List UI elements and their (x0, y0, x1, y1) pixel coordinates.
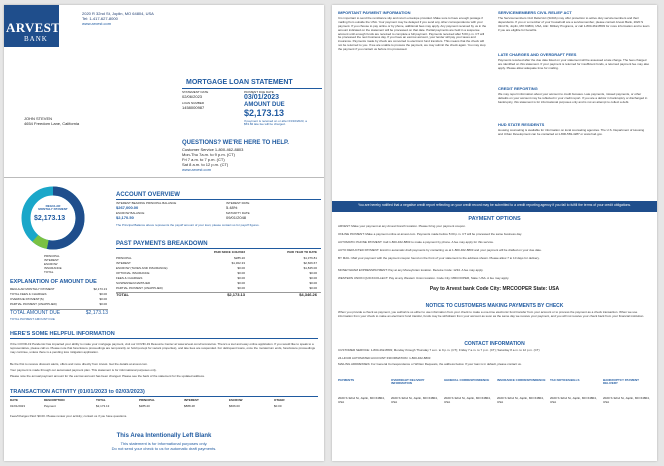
breakdown-row-label: SUSPENSE/UNAPPLIED (116, 281, 151, 285)
contact-line: 24-HOUR AUTOMATED ACCOUNT INFORMATION: 1-800-462-8803 (338, 356, 431, 360)
amount-due-label: AMOUNT DUE (244, 102, 285, 108)
helpful-paragraph: Please note the annual payment amount for the escrow account has been changed. Please see the back of the statement for the updated address. (10, 374, 205, 378)
breakdown-total-value: $2,173.13 (227, 292, 245, 297)
important-text: It is important to send the remittance slip and return envelope provided. Make sure to have enough postage if mailing from outside the USA. Your payment may be delayed if you send any other correspondence with your payment. If you choose to pay online or by phone, additional fees may apply. Any payment received by us in the amount indicated on the statement will be processed on that date. Partial payments are held in a suspense account until enough funds are received to complete a full payment. Payments received after 5:00 p.m. CT will be processed the next business day. If you have an escrow account, your lender will pay your taxes and insurance. Payments made by check are converted to electronic fund transfers. This means that the check will not be returned to you. If we are unable to process the payment, we may submit the check again. You may stop the payment if you contact us before it is processed. (338, 16, 487, 52)
explanation-label: REGULAR MONTHLY PAYMENT (10, 287, 55, 291)
transaction-header: OTHER (274, 398, 285, 402)
breakdown-row-value: $0.00 (237, 266, 245, 270)
transaction-cell: $285.20 (139, 404, 150, 408)
donut-label: REGULAR MONTHLY PAYMENT (38, 204, 68, 212)
account-overview-title: ACCOUNT OVERVIEW (116, 192, 180, 198)
questions-line: Fri 7 a.m. to 7 p.m. (CT) (182, 157, 225, 162)
transaction-note: Fees/Charges Paid: $0.00. Please review your activity; contact us if you have questions. (10, 414, 128, 418)
transaction-header: INTEREST (184, 398, 199, 402)
address-column-header: GENERAL CORRESPONDENCE (444, 378, 490, 382)
breakdown-header: PAID YEAR TO DATE (287, 250, 317, 254)
donut-legend-item: INTEREST (44, 258, 59, 262)
transaction-cell: $888.48 (184, 404, 195, 408)
total-due-label: TOTAL AMOUNT DUE (10, 310, 61, 316)
breakdown-row-value: $0.00 (309, 271, 317, 275)
breakdown-row-value: $0.00 (237, 281, 245, 285)
explanation-label: PARTIAL PAYMENT (UNAPPLIED) (10, 302, 57, 306)
loan-number-label: LOAN NUMBER (182, 101, 205, 105)
donut-legend-item: INSURANCE (44, 266, 62, 270)
transaction-cell: $0.00 (274, 404, 282, 408)
payment-due-date: 03/01/2023 (244, 94, 280, 101)
breakdown-row-value: $1,376.81 (303, 256, 317, 260)
questions-line: Customer Service 1-800-462-8803 (182, 147, 244, 152)
address-column-text: 2020 S 32nd St, Joplin, MO 64804, USA (550, 396, 597, 404)
payment-option: BY MAIL: Mail your payment with the payment coupon found on the front of your statement to the address shown. Please allow 7 to 10 days for delivery. (338, 256, 540, 260)
breakdown-row-value: $0.00 (237, 286, 245, 290)
breakdown-row-label: PRINCIPAL (116, 256, 132, 260)
overview-label: INTEREST BEARING PRINCIPAL BALANCE (116, 201, 177, 205)
explanation-value: $0.00 (99, 302, 107, 306)
donut-value: $2,173.13 (34, 215, 66, 222)
helpful-paragraph: If the COVID-19 Pandemic has impacted your ability to make your mortgage payment, visit our COVID-19 Resource Center at www.arvest.com/coronavirus. There's a tool and easy online application. If you would like to speak to a representative, please call us. Please note that foreclosure proceedings are temporarily on hold (except for vacant properties), and late fees are suspended. For delinquent loans, once the moratorium ends, foreclosure proceedings may continue, unless there is a pending loss mitigation application. (10, 342, 316, 354)
credit-warning-band: You are hereby notified that a negative credit report reflecting on your credit record may be submitted to a credit reporting agency if you fail to fulfill the terms of your credit obligations. (332, 201, 657, 212)
bank-phone: Tel: 1-417-627-8000 (82, 16, 118, 21)
maturity-date: 09/01/2048 (226, 215, 247, 220)
address-column-text: 2020 S 32nd St, Joplin, MO 64804, USA (391, 396, 438, 404)
helpful-paragraph: Your payment is made through our automated payment plan. This statement is for informational purposes only. (10, 368, 157, 372)
explanation-title: EXPLANATION OF AMOUNT DUE (10, 279, 97, 285)
statement-date-label: STATEMENT DATE (182, 90, 209, 94)
donut-legend-item: ESCROW (44, 262, 58, 266)
address-column-text: 2020 S 32nd St, Joplin, MO 64804, USA (338, 396, 385, 404)
breakdown-row-value: $1,845.00 (303, 266, 317, 270)
questions-line: Sat 8 a.m. to 12 p.m. (CT) (182, 162, 229, 167)
address-column-text: 2020 S 32nd St, Joplin, MO 64804, USA (497, 396, 544, 404)
breakdown-row-value: $0.00 (309, 276, 317, 280)
total-due: $2,173.13 (85, 310, 108, 316)
pay-to-line: Pay to Arvest bank Code City: MRCOOPER State: USA (429, 286, 560, 292)
loan-number: 1458000987 (182, 105, 205, 110)
breakdown-row-value: $1,302.33 (231, 261, 245, 265)
explanation-value: $0.00 (99, 297, 107, 301)
questions-line: Mon-Thu 7a.m. to 9 p.m. (CT) (182, 152, 235, 157)
principal-note: The Principal Balance above represents the payoff amount of your loan; please contact us for payoff figures. (116, 223, 260, 227)
late-fee-note: If payment is received on or after 03/16/2023, a $53.82 late fee will be charged. (244, 119, 307, 127)
breakdown-row-value: $0.00 (237, 271, 245, 275)
breakdown-total-value: $4,346.26 (299, 292, 317, 297)
overview-value: $267,000.00 (116, 205, 139, 210)
payment-option: AUTO DEDUCTED PAYMENT: Enroll in automatic draft payments by contacting us at 1-800-462-8803 and your payment will be drafted on your due date. (338, 248, 542, 252)
breakdown-row-label: PARTIAL PAYMENT (UNAPPLIED) (116, 286, 163, 290)
helpful-paragraph: Be the first to receive discount alerts, offers and more directly from Arvest. Get the details at arvest.com. (10, 362, 149, 366)
total-payment-label: TOTAL PAYMENT AMOUNT DUE (10, 317, 55, 321)
blank-area-title: This Area Intentionally Left Blank (116, 433, 212, 439)
breakdown-title: PAST PAYMENTS BREAKDOWN (116, 241, 208, 247)
statement-page-back (332, 5, 657, 461)
notice-text: When you provide a check as payment, you authorize us either to use information from your check to make a one-time electronic fund transfer from your account or to process the payment as a check transaction. When we use information from your check to make an electronic fund transfer, funds may be withdrawn from your account as soon as the same day we receive your payment, and you will not receive your check back from your financial institution. (338, 310, 645, 318)
late-text: Payments received after the due date listed on your statement will be assessed a late charge. The fees charged are identified on this statement. If your payment is returned for insufficient funds, a returned payment fee may also apply. Please allow adequate time for mailing. (498, 58, 650, 70)
transaction-header: TOTAL (96, 398, 106, 402)
overview-label: ESCROW BALANCE (116, 211, 145, 215)
blank-area-line: Do not send your check to us for automatic draft payments. (111, 446, 217, 451)
logo-subword: BANK (24, 35, 48, 43)
explanation-value: $2,173.13 (93, 287, 107, 291)
logo-word: ARVEST (6, 20, 61, 35)
transaction-cell: $2,173.13 (96, 404, 110, 408)
explanation-label: TOTAL FEES & CHARGES (10, 292, 47, 296)
transaction-header: PRINCIPAL (139, 398, 155, 402)
blank-area-line: This statement is for informational purposes only. (120, 441, 208, 446)
transaction-cell: Payment (44, 404, 56, 408)
breakdown-row-value: $0.00 (237, 276, 245, 280)
bank-address: 2020 R 32nd St, Joplin, MO 64804, USA (82, 11, 154, 16)
housing-title: HUD STATE RESIDENTS (498, 122, 545, 127)
transactions-title: TRANSACTION ACTIVITY (01/01/2023 to 02/03/2023) (10, 389, 145, 395)
address-column-header: INSURANCE CORRESPONDENCE (497, 378, 546, 382)
contact-line: CUSTOMER SERVICE: 1-800-462-8803; Monday through Thursday 7 a.m. to 9 p.m. (CT); Friday 7 a.m. to 7 p.m. (CT); Saturday 8 a.m. to 12 p.m. (CT) (338, 348, 540, 352)
explanation-label: OVERDUE PAYMENT(S) (10, 297, 44, 301)
breakdown-total-label: TOTAL (116, 292, 129, 297)
transaction-header: DESCRIPTION (44, 398, 65, 402)
address-column-header: BANKRUPTCY PAYMENT DELIVERY (603, 378, 639, 386)
transaction-cell: 01/01/2023 (10, 404, 26, 408)
statement-page-front (4, 5, 324, 461)
breakdown-row-label: FEES & CHARGES (116, 276, 143, 280)
helpful-title: HERE'S SOME HELPFUL INFORMATION (10, 331, 115, 337)
breakdown-row-value: $0.00 (309, 281, 317, 285)
breakdown-header: PAID SINCE 1/31/2023 (213, 250, 245, 254)
amount-due: $2,173.13 (244, 108, 285, 118)
breakdown-row-label: ESCROW (TAXES AND INSURANCE) (116, 266, 168, 270)
contact-title: CONTACT INFORMATION (464, 341, 525, 347)
breakdown-row-label: INTEREST (116, 261, 131, 265)
borrower-name: JOHN STEVEN (24, 116, 53, 121)
credit-title: CREDIT REPORTING (498, 86, 538, 91)
statement-date: 02/06/2023 (182, 94, 203, 99)
transaction-header: ESCROW (229, 398, 243, 402)
payment-option: MONEYGRAM EXPRESSPAYMENT: Pay at any MoneyGram location. Receive Code: 1234. A fee may apply. (338, 268, 484, 272)
interest-rate-label: INTEREST RATE (226, 201, 250, 205)
breakdown-row-value: $2,606.67 (303, 261, 317, 265)
interest-rate: 5.48% (226, 205, 238, 210)
borrower-address: 4654 Freedom Lane, California (24, 121, 80, 126)
transaction-cell: $666.00 (229, 404, 240, 408)
servicemembers-title: SERVICEMEMBERS CIVIL RELIEF ACT (498, 10, 572, 15)
servicemembers-text: The Servicemembers Civil Relief Act (SCRA) may offer protection to active duty servicemembers and their dependents. If you or a member of your household are a servicemember, please contact Arvest Bank, 2020 S 32nd St, Joplin, MO 64804, USA, Attn: Military Programs, or call 1-800-462-8803 for more information and to learn if you are eligible for benefits. (498, 16, 650, 32)
payment-options-title: PAYMENT OPTIONS (468, 216, 521, 222)
notice-title: NOTICE TO CUSTOMERS MAKING PAYMENTS BY CHECK (425, 303, 564, 309)
address-column-header: PAYMENTS (338, 378, 355, 382)
housing-text: Housing counseling is available for information on local counseling agencies. The U.S. Department of Housing and Urban Development can be contacted at 1-800-569-4287 or www.hud.gov. (498, 128, 645, 136)
donut-legend-item: PRINCIPAL (44, 254, 60, 258)
breakdown-row-value: $0.00 (309, 286, 317, 290)
page-title: MORTGAGE LOAN STATEMENT (186, 79, 293, 86)
payment-option: WESTERN UNION QUICKCOLLECT: Pay at any Western Union location. Code City: MRCOOPER, State: USA. A fee may apply. (338, 276, 510, 280)
payment-option: ARVEST: Make your payment at any Arvest branch location. Please bring your payment coupon. (338, 224, 466, 228)
bank-website[interactable]: www.arvest.com (82, 21, 112, 26)
payment-option: ONLINE PAYMENT: Make a payment online at arvest.com. Payments made before 5:00 p.m. CT will be processed the same business day. (338, 232, 523, 236)
breakdown-row-value: $285.20 (234, 256, 245, 260)
donut-legend-item: TOTAL (44, 270, 54, 274)
bank-logo-block (4, 5, 59, 47)
important-title: IMPORTANT PAYMENT INFORMATION (338, 10, 411, 15)
address-column-text: 2020 S 32nd St, Joplin, MO 64804, USA (444, 396, 491, 404)
late-title: LATE CHARGES AND OVERDRAFT FEES (498, 52, 577, 57)
maturity-label: MATURITY DATE (226, 211, 250, 215)
transaction-header: DATE (10, 398, 18, 402)
payment-due-label: PAYMENT DUE DATE (244, 90, 274, 94)
address-column-text: 2020 S 32nd St, Joplin, MO 64804, USA (603, 396, 650, 404)
contact-line: MAILING ADDRESSES: For General Correspondence or Written Requests, the address below. If your loan is in default, please contact us. (338, 362, 522, 366)
overview-value: $2,170.50 (116, 215, 134, 220)
address-column-header: TAX NOTICES/BILLS (550, 378, 580, 382)
payment-option: AUTOMATIC PHONE PAYMENT: Call 1-800-462-8803 to make a payment by phone. A fee may apply for this service. (338, 240, 494, 244)
explanation-value: $0.00 (99, 292, 107, 296)
address-column-header: OVERNIGHT DELIVERY INFORMATION (391, 378, 425, 386)
credit-text: We may report information about your account to credit bureaus. Late payments, missed payments, or other defaults on your account may be reflected in your credit report. If you are a debtor in bankruptcy or discharged in bankruptcy, this statement is for informational purposes only and is not an attempt to collect a debt. (498, 92, 648, 104)
questions-website[interactable]: www.arvest.com (182, 167, 212, 172)
questions-title: QUESTIONS? WE'RE HERE TO HELP. (182, 140, 289, 146)
breakdown-row-label: OPTIONAL INSURANCE (116, 271, 150, 275)
